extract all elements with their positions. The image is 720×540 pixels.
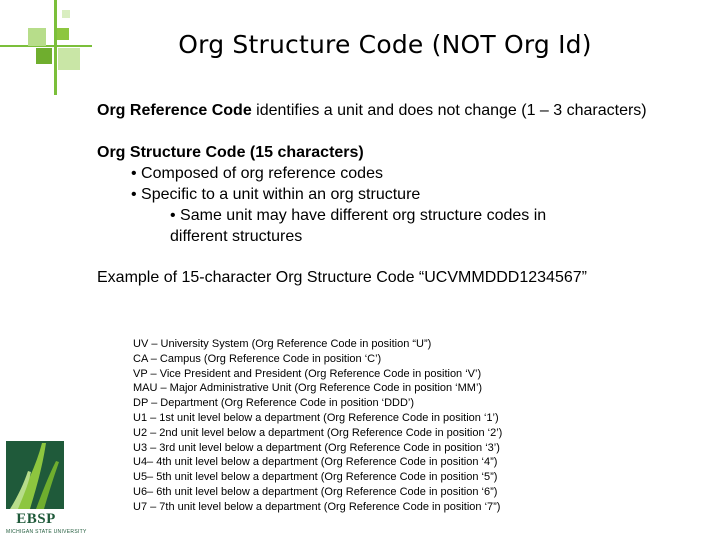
org-reference-paragraph (97, 100, 687, 121)
sub-bullet-continuation: different structures (170, 228, 303, 245)
list-item: U6– 6th unit level below a department (Org Reference Code in position ‘6”) (133, 485, 498, 498)
list-item: U5– 5th unit level below a department (Org Reference Code in position ‘5”) (133, 471, 498, 484)
code-legend-list (133, 337, 502, 515)
list-item: U4– 4th unit level below a department (Org Reference Code in position ‘4”) (133, 456, 498, 469)
slide-title: Org Structure Code (NOT Org Id) (178, 30, 592, 59)
slide-body (97, 100, 687, 288)
ebsp-logo (6, 441, 87, 537)
org-reference-definition: identifies a unit and does not change (1 – 3 characters) (251, 102, 647, 119)
bullet-composed: • Composed of org reference codes (131, 165, 383, 182)
org-reference-term: Org Reference Code (97, 102, 252, 119)
bullet-specific: • Specific to a unit within an org structure (131, 186, 421, 203)
sub-bullet-same-unit: • Same unit may have different org structure codes in (170, 207, 547, 224)
list-item: VP – Vice President and President (Org Reference Code in position ‘V’) (133, 367, 482, 380)
list-item: U2 – 2nd unit level below a department (Org Reference Code in position ‘2’) (133, 426, 503, 439)
list-item: U7 – 7th unit level below a department (Org Reference Code in position ‘7”) (133, 500, 501, 513)
decorative-square (62, 10, 70, 18)
list-item: U3 – 3rd unit level below a department (Org Reference Code in position ‘3’) (133, 441, 500, 454)
list-item: U1 – 1st unit level below a department (Org Reference Code in position ‘1’) (133, 411, 499, 424)
logo-wordmark: EBSP (16, 511, 56, 527)
logo-emblem (6, 441, 64, 509)
list-item: MAU – Major Administrative Unit (Org Reference Code in position ‘MM’) (133, 382, 483, 395)
list-item: DP – Department (Org Reference Code in position ‘DDD’) (133, 397, 415, 410)
org-structure-heading: Org Structure Code (15 characters) (97, 144, 364, 161)
decorative-square (28, 28, 46, 46)
list-item: UV – University System (Org Reference Code in position “U”) (133, 338, 432, 350)
logo-subtext: MICHIGAN STATE UNIVERSITY (6, 529, 87, 535)
list-item: CA – Campus (Org Reference Code in position ‘C’) (133, 352, 382, 365)
example-heading: Example of 15-character Org Structure Code “UCVMMDDD1234567” (97, 269, 587, 286)
